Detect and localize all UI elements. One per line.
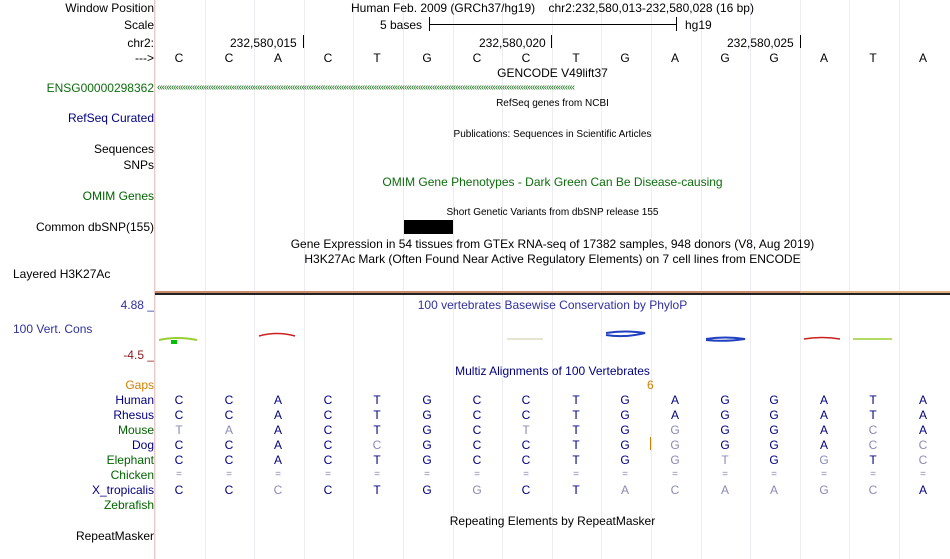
aligned-base: G [620,453,630,467]
aligned-base: A [670,393,679,407]
aligned-base: = [821,469,827,480]
species-label-x_tropicalis[interactable]: X_tropicalis [91,483,154,497]
reference-base: C [521,51,531,65]
reference-base: G [422,51,432,65]
species-label-human[interactable]: Human [115,393,154,407]
phylop-glyphs[interactable] [155,326,950,350]
reference-base: A [273,51,282,65]
aligned-base: = [523,469,529,480]
dog-gap-marker [650,437,651,450]
aligned-base: C [918,453,928,467]
aligned-base: C [521,408,531,422]
aligned-base: T [373,408,381,422]
aligned-base: G [620,423,630,437]
aligned-base: A [819,408,828,422]
aligned-base: G [472,483,482,497]
aligned-base: = [424,469,430,480]
aligned-base: C [472,393,482,407]
scale-bar [429,17,677,31]
aligned-base: = [573,469,579,480]
aligned-base: C [323,408,333,422]
aligned-base: G [620,438,630,452]
dbsnp-variant-box[interactable] [404,220,453,234]
h3k27ac-signal-bar [155,291,950,296]
aligned-base: C [174,483,184,497]
aligned-base: T [572,438,580,452]
aligned-base: T [373,483,381,497]
aligned-base: T [572,408,580,422]
scale-label: Scale [123,18,154,32]
aligned-base: T [721,453,729,467]
aligned-base: T [572,423,580,437]
aligned-base: G [769,423,779,437]
aligned-base: T [572,483,580,497]
aligned-base: C [868,423,878,437]
layered-h3k27ac-label[interactable]: Layered H3K27Ac [13,267,111,281]
coord-tick-2 [551,35,552,48]
aligned-base: C [323,423,333,437]
aligned-base: C [224,438,234,452]
aligned-base: = [722,469,728,480]
species-label-rhesus[interactable]: Rhesus [113,408,154,422]
species-label-zebrafish[interactable]: Zebrafish [103,498,154,512]
aligned-base: G [819,453,829,467]
aligned-base: C [323,483,333,497]
aligned-base: C [224,453,234,467]
gap-count[interactable]: 6 [647,378,654,392]
aligned-base: C [323,453,333,467]
aligned-base: C [521,438,531,452]
aligned-base: T [572,393,580,407]
aligned-base: G [769,453,779,467]
aligned-base: A [769,483,778,497]
aligned-base: G [670,438,680,452]
refseq-track-title: RefSeq genes from NCBI [496,98,609,109]
aligned-base: A [273,393,282,407]
aligned-base: C [224,408,234,422]
reference-base: A [819,51,828,65]
phylop-track-title: 100 vertebrates Basewise Conservation by PhyloP [417,298,688,312]
aligned-base: T [175,423,183,437]
aligned-base: C [868,438,878,452]
aligned-base: = [771,469,777,480]
browser-image-panel[interactable] [155,0,950,559]
vert-cons-label[interactable]: 100 Vert. Cons [13,322,93,336]
aligned-base: = [920,469,926,480]
reference-base: C [224,51,234,65]
aligned-base: G [422,408,432,422]
aligned-base: C [521,483,531,497]
aligned-base: G [422,483,432,497]
reference-base: G [720,51,730,65]
aligned-base: T [373,393,381,407]
aligned-base: T [869,408,877,422]
aligned-base: = [672,469,678,480]
aligned-base: = [275,469,281,480]
aligned-base: G [769,438,779,452]
aligned-base: G [720,393,730,407]
aligned-base: G [819,483,829,497]
aligned-base: C [174,438,184,452]
species-label-chicken[interactable]: Chicken [110,468,154,482]
aligned-base: G [670,453,680,467]
dbsnp-track-title: Short Genetic Variants from dbSNP release 155 [446,207,659,218]
aligned-base: = [176,469,182,480]
aligned-base: C [868,483,878,497]
aligned-base: C [472,438,482,452]
aligned-base: A [918,408,927,422]
gene-id-label[interactable]: ENSG00000298362 [46,81,154,95]
aligned-base: = [474,469,480,480]
sequences-label[interactable]: Sequences [93,142,154,156]
aligned-base: C [472,423,482,437]
aligned-base: G [720,423,730,437]
aligned-base: G [422,453,432,467]
reference-base: T [572,51,580,65]
repeatmasker-label[interactable]: RepeatMasker [75,529,154,543]
coord-tick-1 [303,35,304,48]
aligned-base: = [622,469,628,480]
window-position-header [155,1,950,15]
chrom-label: chr2: [127,36,154,50]
aligned-base: G [769,408,779,422]
coord-label-1: 232,580,015 [230,36,297,50]
aligned-base: C [273,483,283,497]
aligned-base: G [422,423,432,437]
refseq-curated-label[interactable]: RefSeq Curated [67,111,154,125]
position-text[interactable]: chr2:232,580,013-232,580,028 (16 bp) [548,1,754,15]
aligned-base: T [869,453,877,467]
aligned-base: A [819,438,828,452]
aligned-base: C [224,483,234,497]
aligned-base: C [174,408,184,422]
species-label-elephant[interactable]: Elephant [106,453,154,467]
publications-track-title: Publications: Sequences in Scientific Articles [453,129,652,140]
aligned-base: C [323,393,333,407]
aligned-base: A [670,408,679,422]
aligned-base: G [422,438,432,452]
aligned-base: G [769,393,779,407]
reference-base: G [620,51,630,65]
aligned-base: = [325,469,331,480]
aligned-base: = [870,469,876,480]
reference-base: T [869,51,877,65]
aligned-base: G [620,393,630,407]
aligned-base: A [620,483,629,497]
aligned-base: = [374,469,380,480]
aligned-base: T [522,423,530,437]
aligned-base: C [670,483,680,497]
aligned-base: A [273,408,282,422]
gtex-track-title: Gene Expression in 54 tissues from GTEx RNA-seq of 17382 samples, 948 donors (V8, Aug 2019) [290,237,815,251]
aligned-base: C [224,393,234,407]
strand-arrow-label: ---> [135,51,154,65]
cons-max-label: 4.88 _ [120,298,154,312]
aligned-base: A [918,393,927,407]
omim-track-title: OMIM Gene Phenotypes - Dark Green Can Be Disease-causing [382,175,723,189]
gaps-label[interactable]: Gaps [125,378,154,392]
aligned-base: G [720,438,730,452]
aligned-base: T [869,393,877,407]
assembly-text: Human Feb. 2009 (GRCh37/hg19) [351,1,536,15]
aligned-base: T [572,453,580,467]
multiz-track-title: Multiz Alignments of 100 Vertebrates [455,364,650,378]
scale-db-text: hg19 [685,18,712,32]
gencode-track-title: GENCODE V49lift37 [497,66,608,80]
reference-base: C [472,51,482,65]
gridline [155,0,156,559]
scale-bases-text: 5 bases [380,18,423,32]
coord-label-2: 232,580,020 [479,36,546,50]
aligned-base: G [670,423,680,437]
aligned-base: C [918,438,928,452]
reference-base: T [373,51,381,65]
aligned-base: G [720,408,730,422]
aligned-base: A [819,393,828,407]
aligned-base: C [323,438,333,452]
species-label-mouse[interactable]: Mouse [117,423,154,437]
reference-base: C [323,51,333,65]
track-labels-panel [0,0,154,559]
snps-label[interactable]: SNPs [123,158,154,172]
aligned-base: A [273,453,282,467]
aligned-base: G [620,408,630,422]
aligned-base: C [472,408,482,422]
aligned-base: = [226,469,232,480]
aligned-base: G [422,393,432,407]
reference-base: G [769,51,779,65]
aligned-base: A [918,423,927,437]
aligned-base: A [819,423,828,437]
aligned-base: C [174,393,184,407]
reference-base: A [670,51,679,65]
gene-strand-line[interactable]: ‹‹‹‹‹‹‹‹‹‹‹‹‹‹‹‹‹‹‹‹‹‹‹‹‹‹‹‹‹‹‹‹‹‹‹‹‹‹‹‹‹‹‹‹‹‹‹‹‹‹‹‹‹‹‹‹‹‹‹‹‹‹‹‹‹‹‹‹‹‹‹‹‹‹‹‹‹‹‹‹‹‹‹‹‹‹‹‹‹‹‹‹‹‹‹‹‹‹‹‹‹‹‹‹‹‹‹‹‹‹‹‹‹‹‹‹‹‹‹‹‹‹‹‹‹‹‹‹‹‹‹‹‹‹‹‹‹‹‹‹‹‹‹‹‹‹‹‹‹‹‹‹‹‹‹‹‹‹‹‹‹‹‹‹‹‹‹‹‹‹‹‹‹‹‹‹‹‹‹ [157,82,575,93]
reference-base: A [918,51,927,65]
aligned-base: A [224,423,233,437]
aligned-base: T [373,453,381,467]
coord-label-3: 232,580,025 [727,36,794,50]
aligned-base: C [472,453,482,467]
aligned-base: C [521,453,531,467]
aligned-base: A [720,483,729,497]
reference-base: C [174,51,184,65]
aligned-base: C [174,453,184,467]
common-dbsnp-label[interactable]: Common dbSNP(155) [35,220,154,234]
h3k27ac-track-title: H3K27Ac Mark (Often Found Near Active Regulatory Elements) on 7 cell lines from ENCODE [304,252,801,266]
window-position-label: Window Position [65,1,154,15]
aligned-base: C [521,393,531,407]
coord-tick-3 [800,35,801,48]
aligned-base: A [273,438,282,452]
repeatmasker-track-title: Repeating Elements by RepeatMasker [449,514,656,528]
aligned-base: A [918,483,927,497]
omim-genes-label[interactable]: OMIM Genes [82,189,154,203]
aligned-base: C [372,438,382,452]
aligned-base: A [273,423,282,437]
aligned-base: T [373,423,381,437]
cons-min-label: -4.5 _ [123,348,154,362]
species-label-dog[interactable]: Dog [131,438,154,452]
